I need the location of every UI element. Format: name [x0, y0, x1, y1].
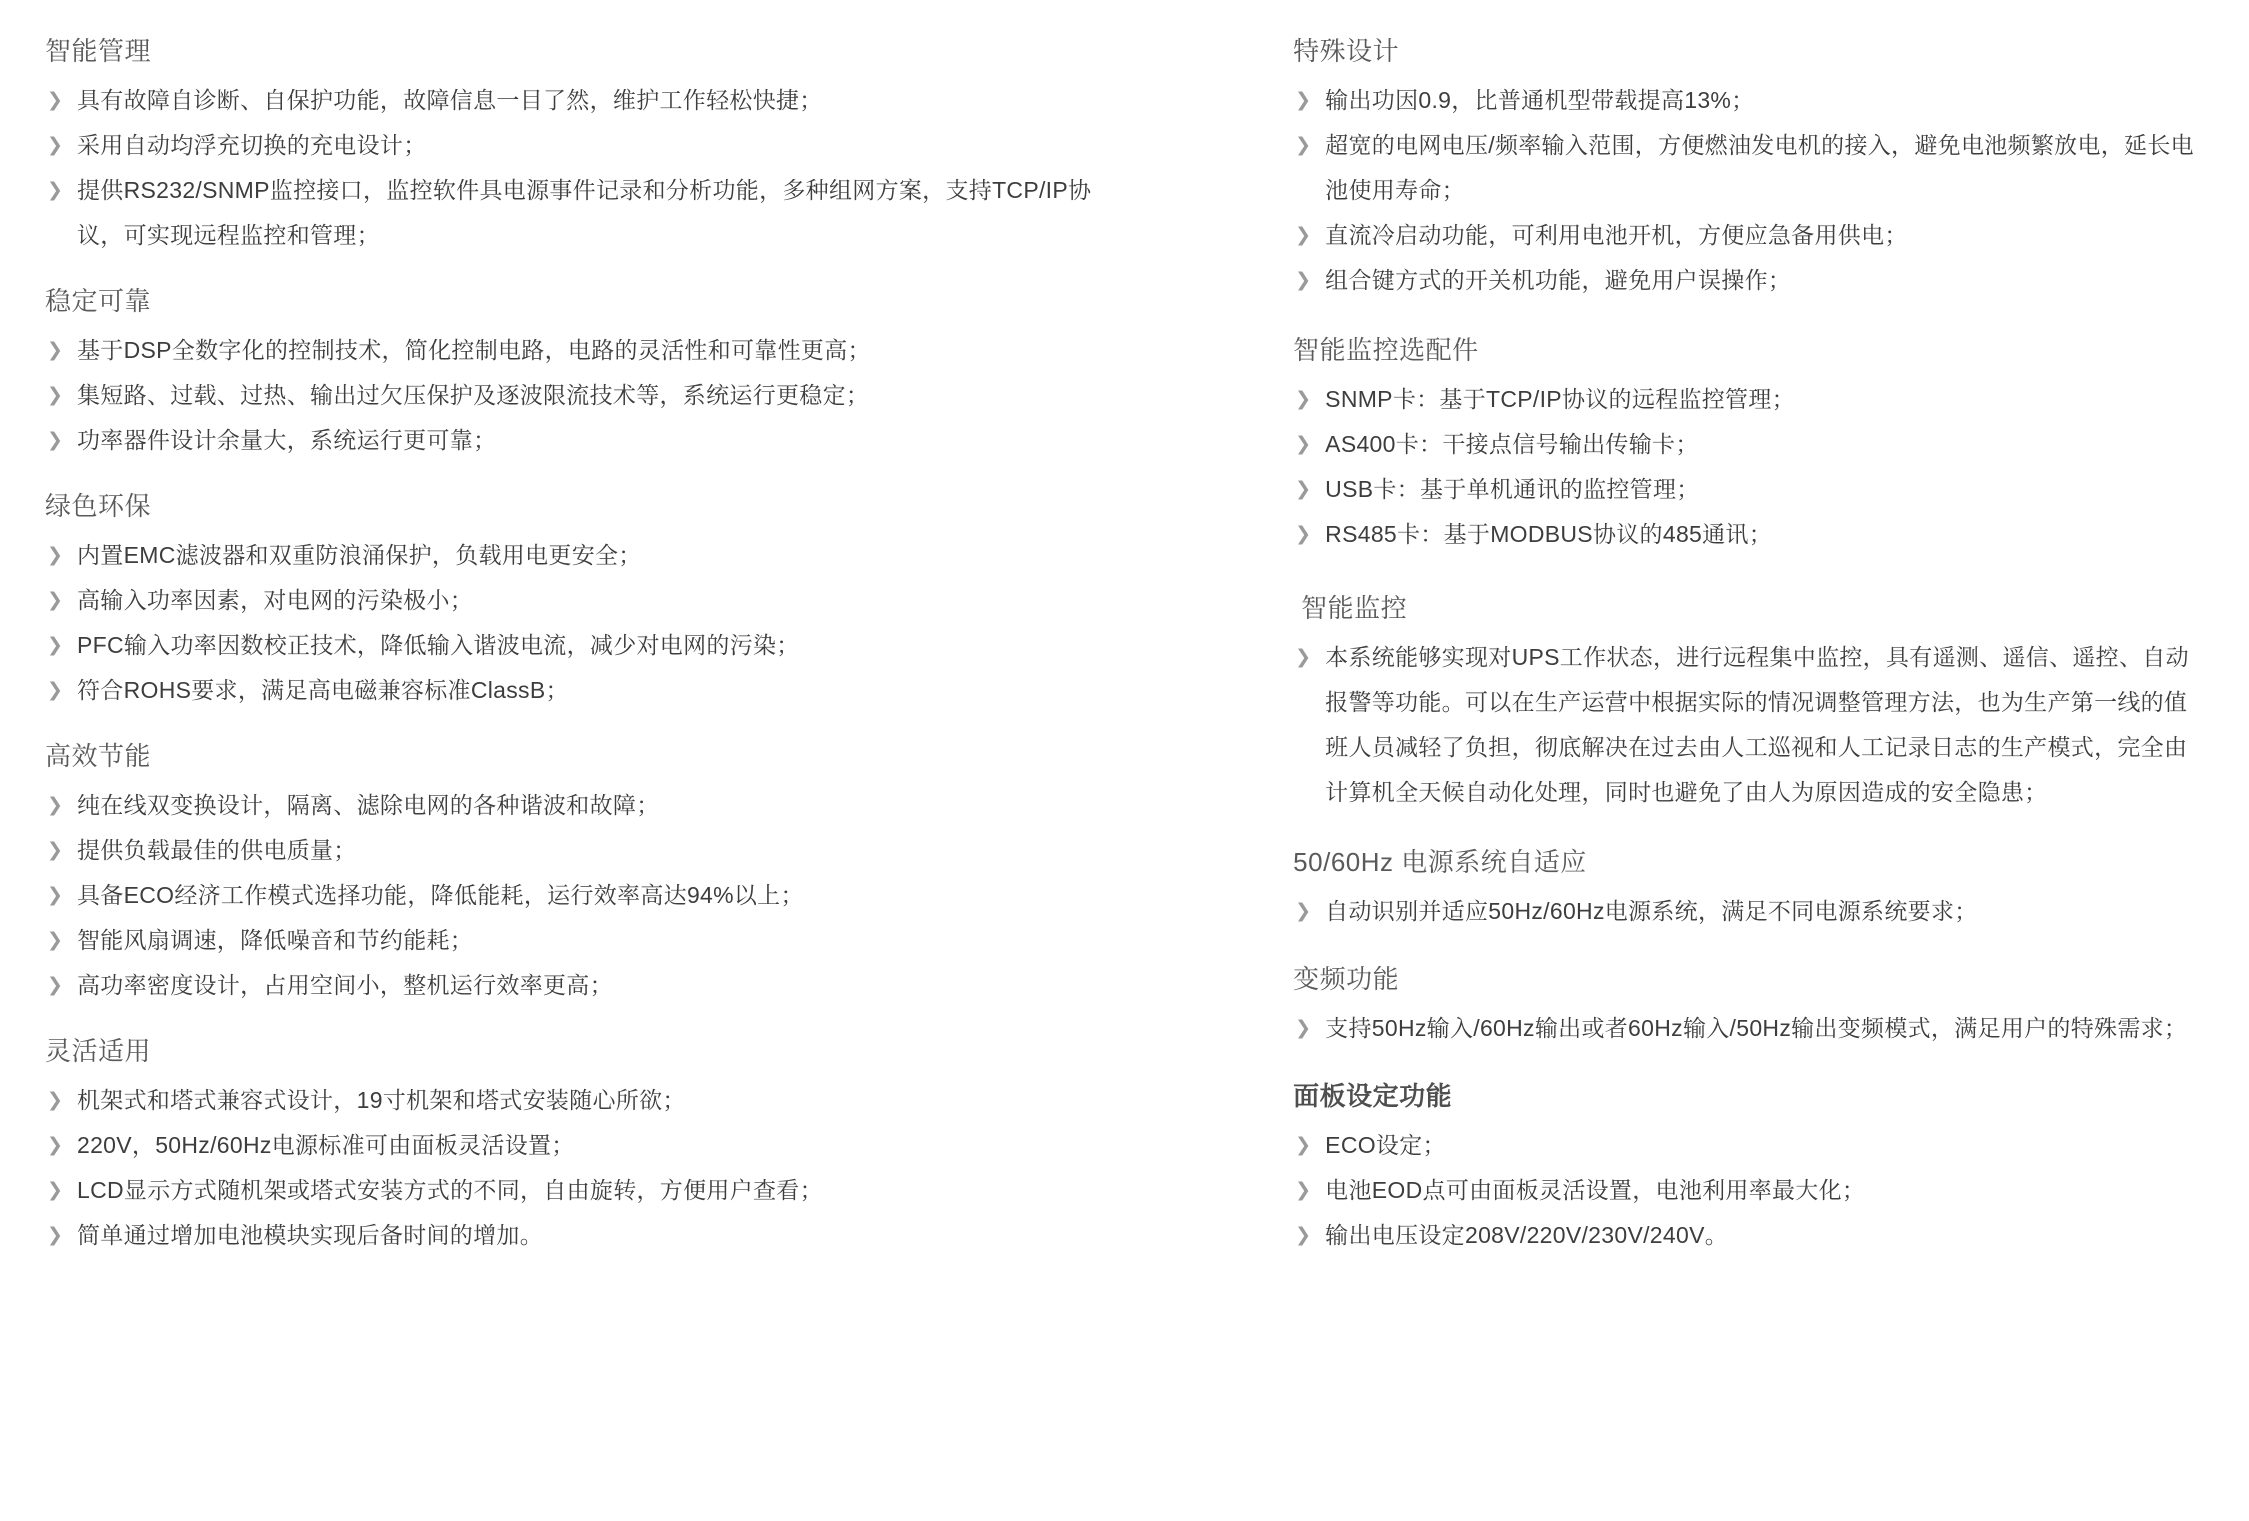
section-monitoring-accessories: [1293, 333, 2199, 557]
list-item: [1293, 213, 2199, 258]
section-title: 变频功能: [1293, 964, 1400, 994]
section-intelligent-monitoring: [1293, 591, 2199, 815]
list-item: [1293, 1213, 2199, 1258]
list-item: [1293, 512, 2199, 557]
bullet-icon: ❯: [47, 635, 64, 656]
list-item: [45, 1078, 1133, 1123]
list-item-text: 220V，50Hz/60Hz电源标准可由面板灵活设置；: [77, 1132, 575, 1158]
section-title: 绿色环保: [45, 491, 152, 521]
bullet-icon: ❯: [47, 135, 64, 156]
section-frequency-adaptive: [1293, 845, 2199, 934]
bullet-icon: ❯: [47, 975, 64, 996]
bullet-icon: ❯: [1295, 1018, 1312, 1039]
bullet-icon: ❯: [1295, 225, 1312, 246]
feature-list: [1293, 1123, 2199, 1258]
list-item-text: 电池EOD点可由面板灵活设置，电池利用率最大化；: [1325, 1177, 1866, 1203]
list-item-text: LCD显示方式随机架或塔式安装方式的不同，自由旋转，方便用户查看；: [77, 1177, 823, 1203]
list-item: [45, 373, 1133, 418]
bullet-icon: ❯: [47, 180, 64, 201]
list-item: [45, 1123, 1133, 1168]
section-title: 智能监控: [1301, 593, 1408, 623]
list-item: [45, 168, 1133, 258]
list-item: [45, 668, 1133, 713]
list-item-text: 高输入功率因素，对电网的污染极小；: [77, 587, 474, 613]
list-item: [45, 78, 1133, 123]
list-item-text: SNMP卡：基于TCP/IP协议的远程监控管理；: [1325, 386, 1795, 412]
list-item: [45, 123, 1133, 168]
list-item: [45, 578, 1133, 623]
list-item-text: 自动识别并适应50Hz/60Hz电源系统，满足不同电源系统要求；: [1325, 898, 1978, 924]
section-title: 智能监控选配件: [1293, 335, 1479, 365]
bullet-icon: ❯: [47, 590, 64, 611]
list-item: [1293, 422, 2199, 467]
bullet-icon: ❯: [1295, 389, 1312, 410]
list-item-text: 纯在线双变换设计，隔离、滤除电网的各种谐波和故障；: [77, 792, 660, 818]
list-item-text: 机架式和塔式兼容式设计，19寸机架和塔式安装随心所欲；: [77, 1087, 686, 1113]
list-item-text: 直流冷启动功能，可利用电池开机，方便应急备用供电；: [1325, 222, 1908, 248]
feature-list: [45, 78, 1133, 258]
list-item: [45, 918, 1133, 963]
list-item-text: 超宽的电网电压/频率输入范围，方便燃油发电机的接入，避免电池频繁放电，延长电池使用寿命；: [1325, 132, 2194, 203]
list-item: [1293, 467, 2199, 512]
bullet-icon: ❯: [47, 840, 64, 861]
list-item: [1293, 78, 2199, 123]
bullet-icon: ❯: [47, 1090, 64, 1111]
bullet-icon: ❯: [1295, 270, 1312, 291]
list-item: [1293, 377, 2199, 422]
feature-list: [45, 783, 1133, 1008]
right-column: [1153, 34, 2209, 1258]
left-column: [40, 34, 1153, 1258]
list-item-text: 输出功因0.9，比普通机型带载提高13%；: [1325, 87, 1755, 113]
list-item-text: 智能风扇调速，降低噪音和节约能耗；: [77, 927, 474, 953]
list-item-text: 提供负载最佳的供电质量；: [77, 837, 357, 863]
bullet-icon: ❯: [1295, 901, 1312, 922]
list-item-text: 符合ROHS要求，满足高电磁兼容标准ClassB；: [77, 677, 569, 703]
section-title: 高效节能: [45, 741, 152, 771]
list-item: [1293, 1168, 2199, 1213]
list-item: [45, 783, 1133, 828]
list-item: [45, 873, 1133, 918]
section-title: 灵活适用: [45, 1036, 152, 1066]
feature-list: [45, 533, 1133, 713]
list-item-text: USB卡：基于单机通讯的监控管理；: [1325, 476, 1700, 502]
list-item-text: 具备ECO经济工作模式选择功能，降低能耗，运行效率高达94%以上；: [77, 882, 804, 908]
bullet-icon: ❯: [1295, 1135, 1312, 1156]
bullet-icon: ❯: [1295, 90, 1312, 111]
list-item: [45, 623, 1133, 668]
bullet-icon: ❯: [1295, 524, 1312, 545]
feature-list: [1293, 635, 2199, 815]
list-item-text: AS400卡：干接点信号输出传输卡；: [1325, 431, 1699, 457]
list-item-text: ECO设定；: [1325, 1132, 1446, 1158]
bullet-icon: ❯: [1295, 135, 1312, 156]
list-item: [45, 1213, 1133, 1258]
section-frequency-conversion: [1293, 962, 2199, 1051]
list-item-text: 集短路、过载、过热、输出过欠压保护及逐波限流技术等，系统运行更稳定；: [77, 382, 870, 408]
section-title: 面板设定功能: [1293, 1081, 1453, 1111]
feature-list: [1293, 889, 2199, 934]
list-item-text: 功率器件设计余量大，系统运行更可靠；: [77, 427, 497, 453]
bullet-icon: ❯: [1295, 1225, 1312, 1246]
list-item: [1293, 635, 2199, 815]
list-item: [45, 328, 1133, 373]
list-item: [45, 418, 1133, 463]
feature-list: [1293, 1006, 2199, 1051]
bullet-icon: ❯: [1295, 647, 1312, 668]
list-item-text: 具有故障自诊断、自保护功能，故障信息一目了然，维护工作轻松快捷；: [77, 87, 823, 113]
section-panel-settings: [1293, 1079, 2199, 1258]
bullet-icon: ❯: [1295, 1180, 1312, 1201]
list-item-text: 基于DSP全数字化的控制技术，简化控制电路，电路的灵活性和可靠性更高；: [77, 337, 871, 363]
list-item-text: 简单通过增加电池模块实现后备时间的增加。: [77, 1222, 543, 1248]
section-flexible-application: [45, 1034, 1133, 1258]
section-green-environment: [45, 489, 1133, 713]
bullet-icon: ❯: [47, 385, 64, 406]
list-item-text: 提供RS232/SNMP监控接口，监控软件具电源事件记录和分析功能，多种组网方案，支持TCP/IP协议，可实现远程监控和管理；: [77, 177, 1092, 248]
list-item: [1293, 258, 2199, 303]
section-intelligent-management: [45, 34, 1133, 258]
bullet-icon: ❯: [47, 795, 64, 816]
bullet-icon: ❯: [47, 1135, 64, 1156]
list-item-text: 本系统能够实现对UPS工作状态，进行远程集中监控，具有遥测、遥信、遥控、自动报警等功能。可以在生产运营中根据实际的情况调整管理方法，也为生产第一线的值班人员减轻了负担，彻底解决在过去由人工巡视和人工记录日志的生产模式，完全由计算机全天候自动化处理，同时也避免了由人为原因造成的安全隐患；: [1325, 644, 2189, 805]
list-item-text: 支持50Hz输入/60Hz输出或者60Hz输入/50Hz输出变频模式，满足用户的特殊需求；: [1325, 1015, 2188, 1041]
section-special-design: [1293, 34, 2199, 303]
list-item: [45, 1168, 1133, 1213]
feature-list: [1293, 377, 2199, 557]
list-item: [1293, 889, 2199, 934]
section-title: 智能管理: [45, 36, 152, 66]
bullet-icon: ❯: [47, 430, 64, 451]
feature-list: [45, 1078, 1133, 1258]
bullet-icon: ❯: [47, 680, 64, 701]
list-item-text: 输出电压设定208V/220V/230V/240V。: [1325, 1222, 1729, 1248]
feature-list: [45, 328, 1133, 463]
list-item: [45, 533, 1133, 578]
bullet-icon: ❯: [1295, 479, 1312, 500]
list-item: [45, 963, 1133, 1008]
bullet-icon: ❯: [1295, 434, 1312, 455]
bullet-icon: ❯: [47, 1225, 64, 1246]
feature-list: [1293, 78, 2199, 303]
list-item-text: RS485卡：基于MODBUS协议的485通讯；: [1325, 521, 1773, 547]
list-item-text: 组合键方式的开关机功能，避免用户误操作；: [1325, 267, 1792, 293]
section-high-efficiency: [45, 739, 1133, 1008]
list-item-text: 高功率密度设计，占用空间小，整机运行效率更高；: [77, 972, 613, 998]
list-item-text: 采用自动均浮充切换的充电设计；: [77, 132, 427, 158]
bullet-icon: ❯: [47, 930, 64, 951]
bullet-icon: ❯: [47, 340, 64, 361]
list-item: [1293, 123, 2199, 213]
bullet-icon: ❯: [47, 545, 64, 566]
bullet-icon: ❯: [47, 1180, 64, 1201]
bullet-icon: ❯: [47, 90, 64, 111]
section-title: 50/60Hz 电源系统自适应: [1293, 847, 1587, 877]
list-item-text: PFC输入功率因数校正技术，降低输入谐波电流，减少对电网的污染；: [77, 632, 800, 658]
list-item: [1293, 1123, 2199, 1168]
list-item: [45, 828, 1133, 873]
section-stable-reliable: [45, 284, 1133, 463]
section-title: 稳定可靠: [45, 286, 152, 316]
section-title: 特殊设计: [1293, 36, 1400, 66]
list-item: [1293, 1006, 2199, 1051]
list-item-text: 内置EMC滤波器和双重防浪涌保护，负载用电更安全；: [77, 542, 642, 568]
bullet-icon: ❯: [47, 885, 64, 906]
